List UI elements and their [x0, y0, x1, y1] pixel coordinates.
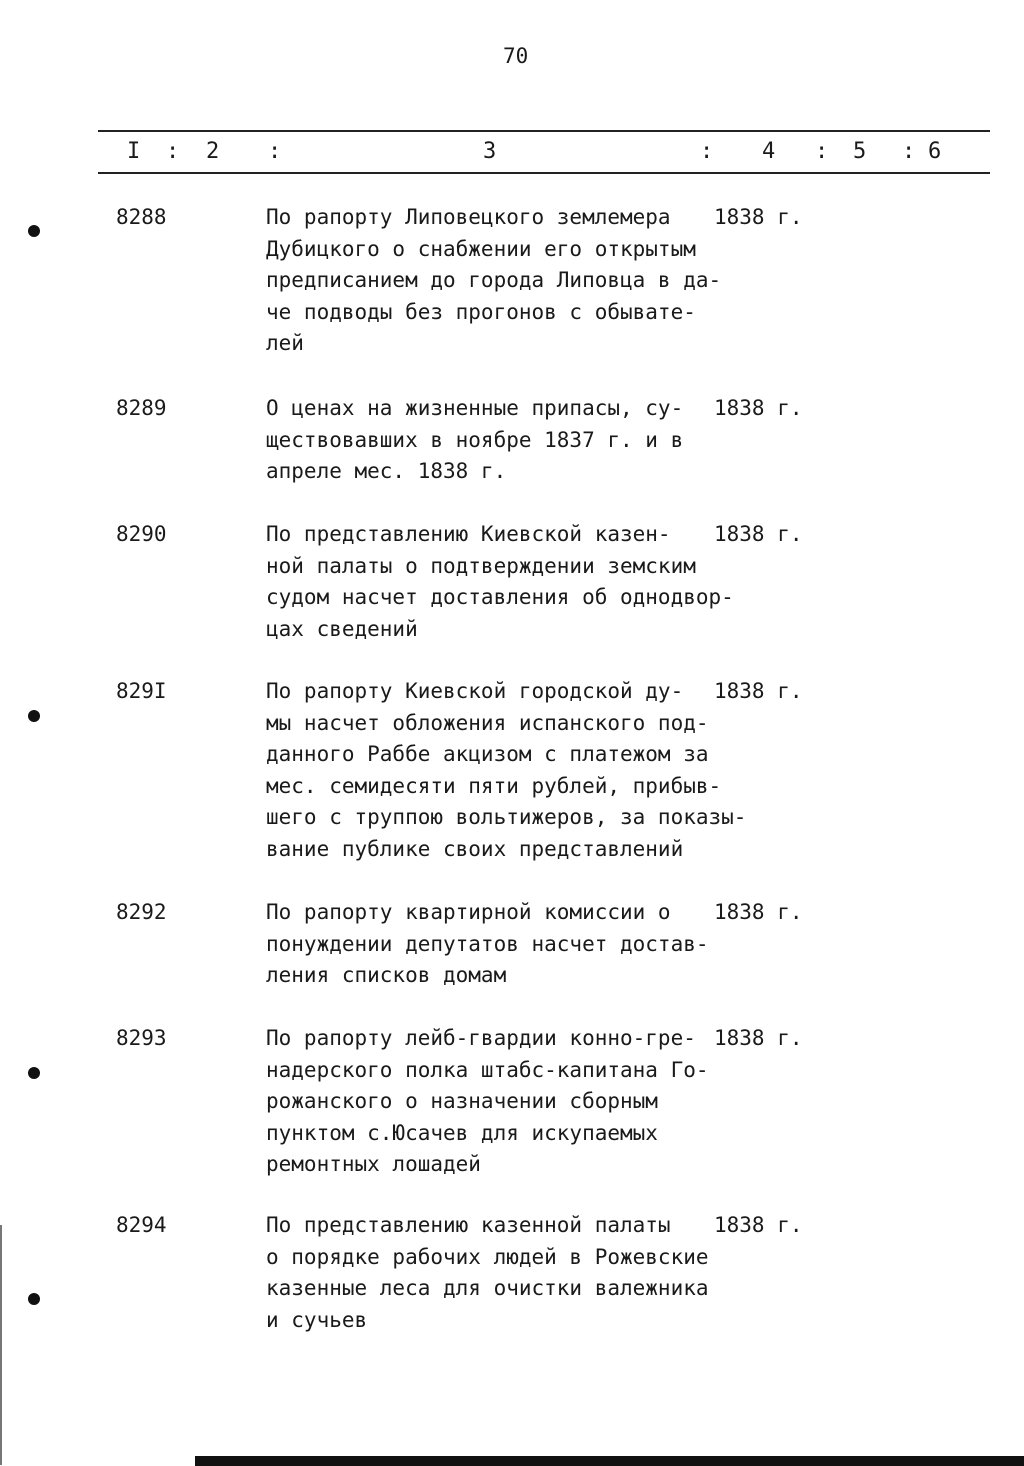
header-col3: 3: [483, 139, 497, 164]
entry-text: По рапорту лейб-гвардии конно-гре- надерского полка штабс-капитана Го- рожанского о назначении сборным пунктом с.Юсачев для искупаемых ремонтных лошадей: [266, 1026, 709, 1176]
entry-date: 1838 г.: [714, 396, 803, 420]
entry-number: 8288: [116, 205, 167, 229]
header-col2: 2: [206, 139, 220, 164]
entry-text: По представлению Киевской казен- ной палаты о подтверждении земским судом насчет доставления об однодвор- цах сведений: [266, 522, 734, 641]
entry-number: 8292: [116, 900, 167, 924]
header-separator: :: [815, 139, 829, 164]
header-separator: :: [166, 139, 180, 164]
entry-date: 1838 г.: [714, 205, 803, 229]
entry-number: 8289: [116, 396, 167, 420]
punch-hole: [28, 1293, 40, 1305]
header-separator: :: [700, 139, 714, 164]
entry-text: По рапорту квартирной комиссии о понуждении депутатов насчет достав- ления списков домам: [266, 900, 709, 987]
entry-date: 1838 г.: [714, 522, 803, 546]
entry-text: По рапорту Киевской городской ду- мы насчет обложения испанского под- данного Раббе акцизом с платежом за мес. семидесяти пяти рублей, прибыв- шего с труппою вольтижеров, за показы- вание публике своих представлений: [266, 679, 747, 861]
header-separator: :: [268, 139, 282, 164]
entry-number: 829I: [116, 679, 167, 703]
entry-number: 8290: [116, 522, 167, 546]
header-col5: 5: [853, 139, 867, 164]
entry-text: По рапорту Липовецкого землемера Дубицкого о снабжении его открытым предписанием до города Липовца в да- че подводы без прогонов с обывате- лей: [266, 205, 722, 355]
punch-hole: [28, 1067, 40, 1079]
entry-date: 1838 г.: [714, 1213, 803, 1237]
header-separator: :: [902, 139, 916, 164]
punch-hole: [28, 710, 40, 722]
header-col4: 4: [762, 139, 776, 164]
table-header-rule: [98, 172, 990, 174]
page-number: 70: [503, 44, 529, 68]
entry-date: 1838 г.: [714, 679, 803, 703]
scan-edge-line: [0, 1225, 2, 1465]
entry-number: 8293: [116, 1026, 167, 1050]
entry-date: 1838 г.: [714, 1026, 803, 1050]
entry-text: По представлению казенной палаты о порядке рабочих людей в Рожевские казенные леса для очистки валежника и сучьев: [266, 1213, 709, 1332]
table-top-rule: [98, 130, 990, 132]
entry-text: О ценах на жизненные припасы, су- ществовавших в ноябре 1837 г. и в апреле мес. 1838 г.: [266, 396, 684, 483]
header-col1: I: [127, 139, 141, 164]
scan-bottom-band: [195, 1456, 1024, 1466]
header-col6: 6: [928, 139, 942, 164]
punch-hole: [28, 225, 40, 237]
entry-date: 1838 г.: [714, 900, 803, 924]
entry-number: 8294: [116, 1213, 167, 1237]
